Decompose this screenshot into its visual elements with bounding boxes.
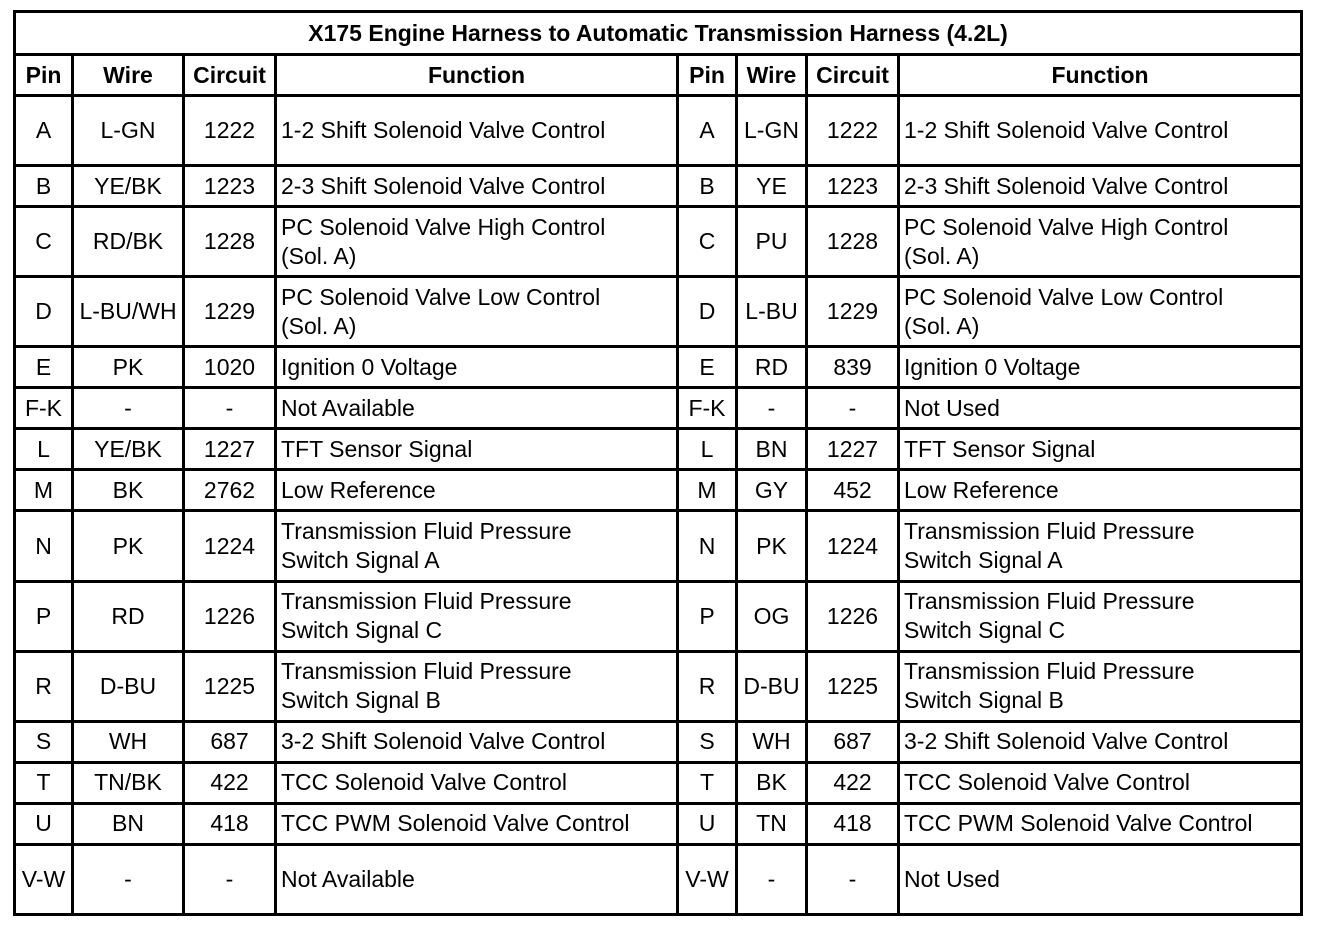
circuit-cell: 687 bbox=[807, 721, 899, 762]
table-row bbox=[15, 207, 1302, 277]
wire-cell: - bbox=[737, 388, 807, 429]
circuit-cell: - bbox=[807, 844, 899, 914]
pin-cell: E bbox=[678, 347, 737, 388]
wire-cell: BN bbox=[73, 803, 184, 844]
wire-cell: PK bbox=[737, 511, 807, 581]
pin-cell: C bbox=[678, 207, 737, 277]
function-cell: Transmission Fluid Pressure Switch Signal B bbox=[899, 651, 1302, 721]
circuit-cell: 1225 bbox=[184, 651, 276, 721]
pin-cell: V-W bbox=[15, 844, 73, 914]
header-circuit: Circuit bbox=[807, 55, 899, 96]
pin-cell: S bbox=[15, 721, 73, 762]
pin-cell: D bbox=[15, 277, 73, 347]
header-circuit: Circuit bbox=[184, 55, 276, 96]
wire-cell: D-BU bbox=[737, 651, 807, 721]
circuit-cell: 1228 bbox=[184, 207, 276, 277]
wire-cell: L-GN bbox=[737, 96, 807, 166]
function-cell: Transmission Fluid Pressure Switch Signal A bbox=[899, 511, 1302, 581]
wire-cell: - bbox=[73, 844, 184, 914]
wire-cell: PK bbox=[73, 511, 184, 581]
wire-cell: WH bbox=[73, 721, 184, 762]
header-wire: Wire bbox=[737, 55, 807, 96]
header-function: Function bbox=[899, 55, 1302, 96]
function-cell: Not Used bbox=[899, 388, 1302, 429]
table-title: X175 Engine Harness to Automatic Transmission Harness (4.2L) bbox=[15, 12, 1302, 55]
wire-cell: - bbox=[737, 844, 807, 914]
wire-cell: RD/BK bbox=[73, 207, 184, 277]
pin-cell: C bbox=[15, 207, 73, 277]
pin-cell: B bbox=[678, 166, 737, 207]
harness-pinout-table bbox=[13, 10, 1303, 916]
pin-cell: N bbox=[678, 511, 737, 581]
function-cell: 2-3 Shift Solenoid Valve Control bbox=[899, 166, 1302, 207]
function-cell: Low Reference bbox=[899, 470, 1302, 511]
circuit-cell: 418 bbox=[807, 803, 899, 844]
table-row bbox=[15, 166, 1302, 207]
pin-cell: P bbox=[15, 581, 73, 651]
circuit-cell: 1228 bbox=[807, 207, 899, 277]
wire-cell: YE/BK bbox=[73, 429, 184, 470]
pin-cell: L bbox=[15, 429, 73, 470]
wire-cell: PU bbox=[737, 207, 807, 277]
header-row bbox=[15, 55, 1302, 96]
function-cell: TFT Sensor Signal bbox=[899, 429, 1302, 470]
function-cell: TFT Sensor Signal bbox=[276, 429, 678, 470]
pin-cell: M bbox=[678, 470, 737, 511]
wire-cell: D-BU bbox=[73, 651, 184, 721]
wire-cell: GY bbox=[737, 470, 807, 511]
pin-cell: R bbox=[678, 651, 737, 721]
wire-cell: TN/BK bbox=[73, 762, 184, 803]
function-cell: TCC Solenoid Valve Control bbox=[899, 762, 1302, 803]
pin-cell: A bbox=[678, 96, 737, 166]
circuit-cell: - bbox=[807, 388, 899, 429]
pin-cell: L bbox=[678, 429, 737, 470]
table-row bbox=[15, 96, 1302, 166]
table-row bbox=[15, 470, 1302, 511]
circuit-cell: 1222 bbox=[184, 96, 276, 166]
function-cell: 3-2 Shift Solenoid Valve Control bbox=[276, 721, 678, 762]
pin-cell: F-K bbox=[678, 388, 737, 429]
pin-cell: E bbox=[15, 347, 73, 388]
function-cell: PC Solenoid Valve Low Control (Sol. A) bbox=[276, 277, 678, 347]
table-row bbox=[15, 277, 1302, 347]
pin-cell: S bbox=[678, 721, 737, 762]
pin-cell: T bbox=[678, 762, 737, 803]
pin-cell: D bbox=[678, 277, 737, 347]
wire-cell: YE/BK bbox=[73, 166, 184, 207]
pin-cell: U bbox=[15, 803, 73, 844]
pin-cell: A bbox=[15, 96, 73, 166]
function-cell: Transmission Fluid Pressure Switch Signal A bbox=[276, 511, 678, 581]
circuit-cell: - bbox=[184, 844, 276, 914]
pin-cell: N bbox=[15, 511, 73, 581]
circuit-cell: 1223 bbox=[184, 166, 276, 207]
circuit-cell: 1225 bbox=[807, 651, 899, 721]
circuit-cell: 1229 bbox=[807, 277, 899, 347]
wire-cell: BK bbox=[73, 470, 184, 511]
table-row bbox=[15, 388, 1302, 429]
function-cell: Not Available bbox=[276, 388, 678, 429]
circuit-cell: 1224 bbox=[807, 511, 899, 581]
function-cell: Transmission Fluid Pressure Switch Signal C bbox=[899, 581, 1302, 651]
circuit-cell: 687 bbox=[184, 721, 276, 762]
circuit-cell: 422 bbox=[184, 762, 276, 803]
table-row bbox=[15, 721, 1302, 762]
function-cell: TCC Solenoid Valve Control bbox=[276, 762, 678, 803]
function-cell: 2-3 Shift Solenoid Valve Control bbox=[276, 166, 678, 207]
wire-cell: BN bbox=[737, 429, 807, 470]
table-row bbox=[15, 762, 1302, 803]
wire-cell: BK bbox=[737, 762, 807, 803]
pin-cell: R bbox=[15, 651, 73, 721]
pin-cell: P bbox=[678, 581, 737, 651]
wire-cell: PK bbox=[73, 347, 184, 388]
pin-cell: B bbox=[15, 166, 73, 207]
wire-cell: L-BU/WH bbox=[73, 277, 184, 347]
function-cell: Not Available bbox=[276, 844, 678, 914]
function-cell: PC Solenoid Valve High Control (Sol. A) bbox=[276, 207, 678, 277]
header-wire: Wire bbox=[73, 55, 184, 96]
function-cell: Transmission Fluid Pressure Switch Signal C bbox=[276, 581, 678, 651]
circuit-cell: - bbox=[184, 388, 276, 429]
function-cell: Ignition 0 Voltage bbox=[899, 347, 1302, 388]
pin-cell: F-K bbox=[15, 388, 73, 429]
circuit-cell: 1226 bbox=[807, 581, 899, 651]
circuit-cell: 1224 bbox=[184, 511, 276, 581]
wire-cell: RD bbox=[737, 347, 807, 388]
table-row bbox=[15, 429, 1302, 470]
wire-cell: RD bbox=[73, 581, 184, 651]
table-row bbox=[15, 844, 1302, 914]
circuit-cell: 422 bbox=[807, 762, 899, 803]
circuit-cell: 1223 bbox=[807, 166, 899, 207]
circuit-cell: 1227 bbox=[807, 429, 899, 470]
table-row bbox=[15, 651, 1302, 721]
circuit-cell: 1226 bbox=[184, 581, 276, 651]
circuit-cell: 2762 bbox=[184, 470, 276, 511]
wire-cell: YE bbox=[737, 166, 807, 207]
function-cell: PC Solenoid Valve High Control (Sol. A) bbox=[899, 207, 1302, 277]
table-row bbox=[15, 581, 1302, 651]
circuit-cell: 1229 bbox=[184, 277, 276, 347]
wire-cell: OG bbox=[737, 581, 807, 651]
function-cell: 3-2 Shift Solenoid Valve Control bbox=[899, 721, 1302, 762]
function-cell: Ignition 0 Voltage bbox=[276, 347, 678, 388]
wire-cell: L-GN bbox=[73, 96, 184, 166]
function-cell: 1-2 Shift Solenoid Valve Control bbox=[899, 96, 1302, 166]
function-cell: TCC PWM Solenoid Valve Control bbox=[276, 803, 678, 844]
circuit-cell: 1020 bbox=[184, 347, 276, 388]
header-function: Function bbox=[276, 55, 678, 96]
circuit-cell: 839 bbox=[807, 347, 899, 388]
header-pin: Pin bbox=[15, 55, 73, 96]
table-row bbox=[15, 347, 1302, 388]
wire-cell: L-BU bbox=[737, 277, 807, 347]
pin-cell: M bbox=[15, 470, 73, 511]
pin-cell: U bbox=[678, 803, 737, 844]
function-cell: Low Reference bbox=[276, 470, 678, 511]
pin-cell: T bbox=[15, 762, 73, 803]
pin-cell: V-W bbox=[678, 844, 737, 914]
circuit-cell: 1222 bbox=[807, 96, 899, 166]
function-cell: 1-2 Shift Solenoid Valve Control bbox=[276, 96, 678, 166]
table-row bbox=[15, 511, 1302, 581]
function-cell: TCC PWM Solenoid Valve Control bbox=[899, 803, 1302, 844]
circuit-cell: 452 bbox=[807, 470, 899, 511]
circuit-cell: 418 bbox=[184, 803, 276, 844]
wire-cell: - bbox=[73, 388, 184, 429]
function-cell: PC Solenoid Valve Low Control (Sol. A) bbox=[899, 277, 1302, 347]
header-pin: Pin bbox=[678, 55, 737, 96]
table-row bbox=[15, 803, 1302, 844]
wire-cell: WH bbox=[737, 721, 807, 762]
wire-cell: TN bbox=[737, 803, 807, 844]
function-cell: Not Used bbox=[899, 844, 1302, 914]
circuit-cell: 1227 bbox=[184, 429, 276, 470]
function-cell: Transmission Fluid Pressure Switch Signal B bbox=[276, 651, 678, 721]
